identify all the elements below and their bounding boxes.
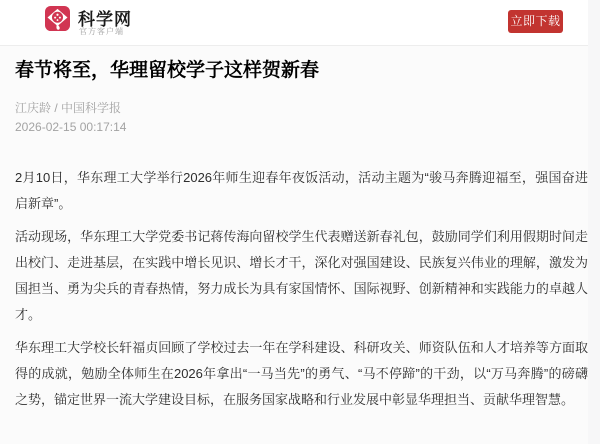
article-body bbox=[15, 165, 588, 413]
article-byline: 江庆龄 / 中国科学报 bbox=[15, 101, 122, 115]
sciencenet-logo-icon[interactable] bbox=[45, 6, 70, 31]
app-subtitle: 官方客户端 bbox=[79, 27, 124, 36]
download-app-button[interactable]: 立即下载 bbox=[508, 10, 563, 33]
article-content bbox=[0, 46, 600, 420]
article-paragraph: 2月10日，华东理工大学举行2026年师生迎春年夜饭活动，活动主题为“骏马奔腾迎福至，强国奋进启新章”。 bbox=[15, 170, 588, 211]
article-paragraph: 华东理工大学校长轩福贞回顾了学校过去一年在学科建设、科研攻关、师资队伍和人才培养等方面取得的成就，勉励全体师生在2026年拿出“一马当先”的勇气、“马不停蹄”的干劲，以“万马奔腾”的磅礴之势，锚定世界一流大学建设目标，在服务国家战略和行业发展中彰显华理担当、贡献华理智慧。 bbox=[15, 340, 588, 407]
scrollbar-track[interactable] bbox=[588, 0, 600, 444]
app-banner-header bbox=[0, 0, 588, 46]
article-paragraph: 活动现场，华东理工大学党委书记蒋传海向留校学生代表赠送新春礼包，鼓励同学们利用假期时间走出校门、走进基层，在实践中增长见识、增长才干，深化对强国建设、民族复兴伟业的理解，激发为国担当、勇为尖兵的青春热情，努力成长为具有家国情怀、国际视野、创新精神和实践能力的卓越人才。 bbox=[15, 229, 588, 322]
app-name: 科学网 bbox=[78, 10, 132, 29]
article-publish-time: 2026-02-15 00:17:14 bbox=[15, 120, 127, 134]
article-title: 春节将至，华理留校学子这样贺新春 bbox=[15, 60, 320, 81]
